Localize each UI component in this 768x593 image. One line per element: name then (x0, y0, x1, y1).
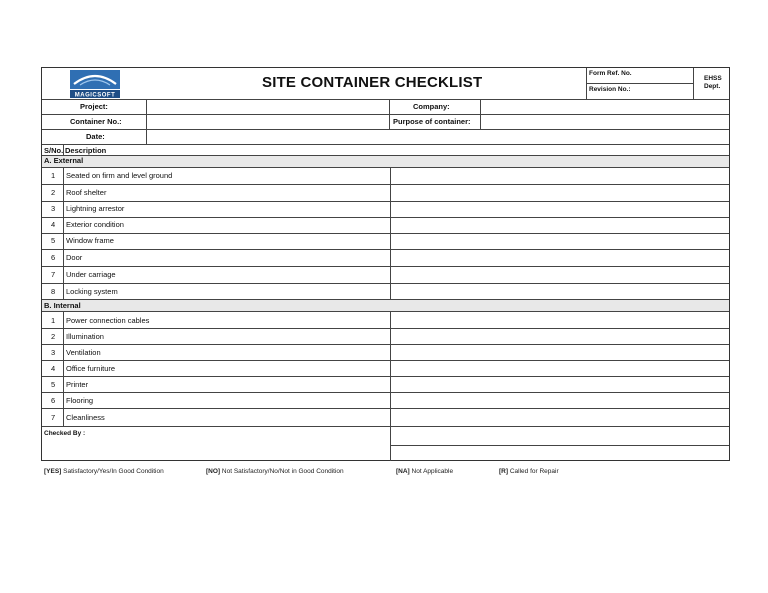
item-description: Roof shelter (66, 188, 107, 197)
container-no-field[interactable] (147, 115, 389, 129)
item-description: Door (66, 253, 83, 262)
dept-line2: Dept. (704, 83, 721, 90)
item-number: 1 (51, 316, 56, 325)
description-header: Description (65, 146, 107, 155)
section-title: A. External (44, 156, 84, 165)
item-number: 3 (51, 204, 56, 213)
dept-line1: EHSS (704, 75, 722, 82)
section-b-band (42, 300, 729, 311)
date-field[interactable] (147, 130, 729, 144)
item-description: Window frame (66, 236, 114, 245)
item-number: 3 (51, 348, 56, 357)
item-description: Cleanliness (66, 413, 105, 422)
sno-header: S/No. (44, 146, 64, 155)
item-number: 2 (51, 188, 56, 197)
container-label: Container No.: (70, 117, 122, 126)
item-number: 6 (51, 396, 56, 405)
checked-by-field[interactable] (43, 438, 389, 460)
date-label: Date: (86, 132, 105, 141)
item-number: 5 (51, 236, 56, 245)
item-description: Under carriage (66, 270, 116, 279)
section-title: B. Internal (44, 301, 81, 310)
item-number: 1 (51, 171, 56, 180)
legend-no: [NO] Not Satisfactory/No/Not in Good Condition (206, 468, 344, 475)
checklist-form (41, 67, 730, 461)
logo-text: MAGICSOFT (74, 92, 116, 98)
item-description: Exterior condition (66, 220, 124, 229)
legend-yes: [YES] Satisfactory/Yes/In Good Condition (44, 468, 164, 475)
project-label: Project: (80, 102, 108, 111)
item-number: 7 (51, 413, 56, 422)
item-description: Lightning arrestor (66, 204, 125, 213)
magicsoft-logo-icon (70, 70, 120, 98)
item-number: 4 (51, 364, 56, 373)
item-number: 8 (51, 287, 56, 296)
item-number: 5 (51, 380, 56, 389)
page-title: SITE CONTAINER CHECKLIST (262, 74, 483, 91)
checked-by-label: Checked By : (44, 430, 86, 437)
item-number: 6 (51, 253, 56, 262)
revision-label: Revision No.: (589, 86, 631, 93)
item-description: Office furniture (66, 364, 116, 373)
company-label: Company: (413, 102, 450, 111)
item-description: Seated on firm and level ground (66, 171, 173, 180)
item-description: Locking system (66, 287, 118, 296)
item-description: Ventilation (66, 348, 101, 357)
purpose-label: Purpose of container: (393, 117, 471, 126)
item-number: 2 (51, 332, 56, 341)
form-ref-label: Form Ref. No. (589, 70, 632, 77)
item-description: Flooring (66, 396, 94, 405)
legend-na: [NA] Not Applicable (396, 468, 454, 475)
legend-repair: [R] Called for Repair (499, 468, 559, 475)
project-field[interactable] (147, 100, 389, 114)
company-field[interactable] (481, 100, 729, 114)
item-description: Printer (66, 380, 89, 389)
item-description: Power connection cables (66, 316, 150, 325)
item-number: 4 (51, 220, 56, 229)
purpose-field[interactable] (481, 115, 729, 129)
section-a-band (42, 156, 729, 167)
item-number: 7 (51, 270, 56, 279)
item-description: Illumination (66, 332, 104, 341)
